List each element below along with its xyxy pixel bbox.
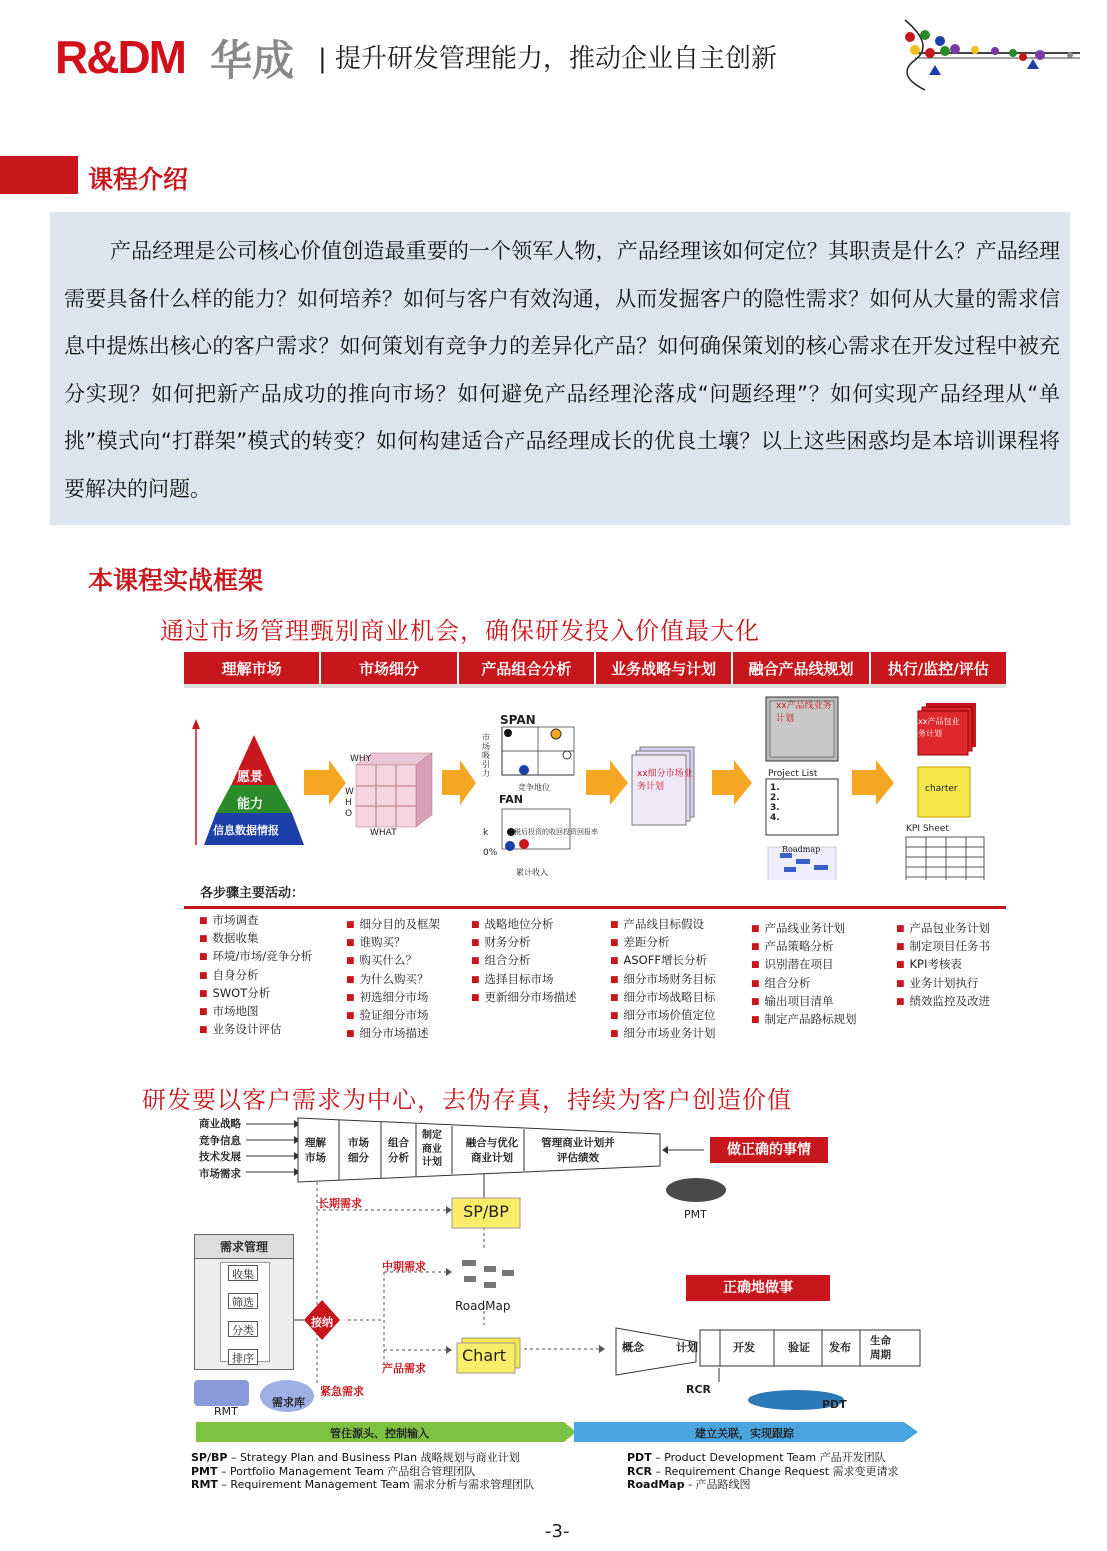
legend-text: – Requirement Change Request 需求变更请求 [652,1464,899,1478]
activity-item: ■ 业务设计评估 [199,1021,312,1039]
band-left-label: 管住源头、控制输入 [330,1427,429,1440]
pyramid-info: 信息数据情报 [213,824,279,837]
legend-right [627,1451,899,1492]
header-slogan: | 提升研发管理能力，推动企业自主创新 [318,44,778,74]
req-mgmt-title: 需求管理 [195,1235,293,1259]
fan-k: k [483,828,489,838]
activities-col-1 [199,912,312,1039]
activities-col-2 [346,916,440,1043]
activity-item: ■ 产品策略分析 [751,938,857,956]
arrow-icon [586,760,628,805]
funnel2-stage: 概念 [622,1341,644,1354]
activity-item: ■ 绩效监控及改进 [896,993,990,1011]
page-number: -3- [545,1521,570,1542]
framework-diagram [184,695,1006,880]
activity-item: ■ KPI考核表 [896,956,990,974]
funnel2-stage: 开发 [733,1341,755,1354]
legend-text: – Strategy Plan and Business Plan 战略规划与商业计划 [227,1451,520,1464]
funnel1-stage: 组合分析 [388,1137,409,1164]
activity-item: ■ 细分目的及框架 [346,916,440,934]
section-marker [0,156,78,194]
charter-label: charter [925,784,958,794]
cube-h: H [345,798,352,808]
req-step: 分类 [228,1321,258,1337]
fan-title: FAN [499,793,523,806]
do-things-right-label: 正确地做事 [686,1275,830,1301]
accept-label: 接纳 [311,1316,333,1329]
cube-what: WHAT [370,828,397,838]
activity-item: ■ 组合分析 [471,952,577,970]
funnel2-stage: 验证 [788,1341,810,1354]
project-list-items [770,783,780,823]
funnel1-stage: 市场细分 [348,1137,369,1164]
step-header: 产品组合分析 [459,652,596,684]
input-item: 竞争信息 [199,1134,241,1147]
legend-left [191,1451,534,1492]
kpi-label: KPI Sheet [906,824,949,834]
arrow-icon [442,760,476,805]
legend-text: – Portfolio Management Team 产品组合管理团队 [217,1464,476,1478]
productline-plan-doc: xx产品线业务计划 [776,701,832,724]
input-item: 技术发展 [199,1151,241,1163]
product-req-label: 产品需求 [382,1362,426,1375]
header-shadow [184,684,1006,688]
funnel1-stage: 融合与优化商业计划 [465,1137,519,1164]
funnel1-stage: 制定商业计划 [422,1130,442,1168]
arrow-icon [304,760,346,805]
activity-item: ■ 识别潜在项目 [751,956,857,974]
step-header: 融合产品线规划 [733,652,870,684]
activity-item: ■ 制定项目任务书 [896,938,990,956]
decorative-network-icon [895,15,1085,95]
project-list-item: 4. [770,813,780,823]
activity-item: ■ 输出项目清单 [751,993,857,1011]
rmt-label: RMT [214,1405,238,1418]
activities-col-4 [610,916,716,1043]
activity-item: ■ 产品线业务计划 [751,920,857,938]
req-db-label: 需求库 [272,1396,305,1409]
figure1-title: 通过市场管理甄别商业机会，确保研发投入价值最大化 [160,617,760,645]
cube-why: WHY [350,754,372,764]
legend-text: – Product Development Team 产品开发团队 [651,1451,886,1464]
req-step: 排序 [228,1349,258,1365]
activity-item: ■ 细分市场财务目标 [610,971,716,989]
activity-item: ■ 验证细分市场 [346,1007,440,1025]
activity-item: ■ 产品线目标假设 [610,916,716,934]
rcr-label: RCR [686,1383,712,1396]
legend-item [627,1465,899,1479]
do-right-things-label: 做正确的事情 [710,1137,828,1163]
company-name-cn: 华成 [210,36,295,85]
activity-item: ■ 更新细分市场描述 [471,989,577,1007]
intro-paragraph: 产品经理是公司核心价值创造最重要的一个领军人物，产品经理该如何定位？其职责是什么？产品经理需要具备什么样的能力？如何培养？如何与客户有效沟通，从而发掘客户的隐性需求？如何从大量的需求信息中提炼出核心的客户需求？如何策划有竞争力的差异化产品？如何确保策划的核心需求在开发过程中被充分实现？如何把新产品成功的推向市场？如何避免产品经理沦落成“问题经理”？如何实现产品经理从“单挑”模式向“打群架”模式的转变？如何构建适合产品经理成长的优良土壤？以上这些困惑均是本培训课程将要解决的问题。 [64,239,1060,501]
activity-item: ■ ASOFF增长分析 [610,952,716,970]
framework-steps [184,652,1006,684]
pdt-label: PDT [822,1398,847,1411]
band-right-label: 建立关联，实现跟踪 [695,1427,794,1440]
activity-item: ■ 初选细分市场 [346,989,440,1007]
span-yaxis: 市场吸引力 [482,733,490,778]
roadmap-text: RoadMap [455,1299,511,1313]
activity-item: ■ 细分市场价值定位 [610,1007,716,1025]
activity-item: ■ 细分市场战略目标 [610,989,716,1007]
step-header: 市场细分 [321,652,458,684]
funnel1-stage: 理解市场 [305,1137,326,1164]
activity-item: ■ 业务计划执行 [896,975,990,993]
company-logo: R&DM [55,31,185,83]
chart-box: Chart [462,1346,506,1365]
input-item: 市场需求 [199,1167,241,1180]
activities-divider [184,906,1006,909]
section-title-intro: 课程介绍 [88,165,189,194]
span-title: SPAN [500,713,536,727]
fan-note: 税后投资的收回投资回报率 [514,828,598,836]
funnel2-stage: 生命周期 [870,1335,891,1361]
activity-item: ■ 产品包业务计划 [896,920,990,938]
req-step: 收集 [228,1265,258,1281]
activity-item: ■ 谁购买？ [346,934,440,952]
activity-item: ■ 制定产品路标规划 [751,1011,857,1029]
segment-plan-doc: xx细分市场业务计划 [637,769,693,792]
step-header: 执行/监控/评估 [871,652,1006,684]
mid-term-label: 中期需求 [382,1260,426,1273]
section-title-framework: 本课程实战框架 [88,566,264,595]
activity-item: ■ SWOT分析 [199,985,312,1003]
activity-item: ■ 差距分析 [610,934,716,952]
step-header: 理解市场 [184,652,321,684]
activity-item: ■ 财务分析 [471,934,577,952]
package-plan-doc: xx产品包业务计划 [918,717,960,738]
project-list-item: 2. [770,793,780,803]
activity-item: ■ 数据收集 [199,930,312,948]
roadmap-label: Roadmap [782,845,821,854]
legend-item [627,1451,899,1465]
legend-abbr: SP/BP [191,1451,228,1464]
activities-col-3 [471,916,577,1007]
legend-abbr: RCR [627,1464,653,1478]
cube-w: W [345,787,354,797]
activity-item: ■ 市场地图 [199,1003,312,1021]
activity-item: ■ 细分市场描述 [346,1025,440,1043]
project-list-title: Project List [768,769,818,779]
span-matrix [502,727,574,775]
req-step: 筛选 [228,1293,258,1309]
funnel1-stage: 管理商业计划并评估绩效 [541,1137,615,1164]
activity-item: ■ 选择目标市场 [471,971,577,989]
step-header: 业务战略与计划 [596,652,733,684]
fan-zero: 0% [483,848,498,858]
span-xaxis: 竞争地位 [518,783,550,792]
legend-abbr: PMT [191,1464,218,1478]
fan-xaxis: 累计收入 [516,868,548,877]
pmt-label: PMT [684,1208,707,1221]
project-list-item: 3. [770,803,780,813]
activity-item: ■ 环境/市场/竞争分析 [199,948,312,966]
activity-item: ■ 为什么购买？ [346,971,440,989]
pyramid-vision: 愿景 [237,770,264,785]
legend-text: – Requirement Management Team 需求分析与需求管理团队 [217,1478,535,1491]
input-item: 商业战略 [199,1118,241,1130]
legend-item [191,1451,534,1465]
legend-abbr: PDT [627,1451,652,1464]
arrow-icon [712,760,752,805]
legend-item [191,1465,534,1479]
figure2-title: 研发要以客户需求为中心，去伪存真，持续为客户创造价值 [142,1086,792,1114]
input-list [199,1116,241,1182]
long-term-label: 长期需求 [318,1197,362,1210]
funnel2-stage: 计划 [676,1341,698,1354]
legend-text: - 产品路线图 [684,1478,751,1491]
urgent-label: 紧急需求 [320,1385,364,1398]
activities-col-5 [751,920,857,1029]
activity-item: ■ 细分市场业务计划 [610,1025,716,1043]
funnel2-stage: 发布 [829,1341,851,1354]
activities-col-6 [896,920,990,1011]
activities-title: 各步骤主要活动： [200,886,305,901]
project-list-item: 1. [770,783,780,793]
activity-item: ■ 战略地位分析 [471,916,577,934]
activity-item: ■ 组合分析 [751,975,857,993]
arrow-icon [852,760,894,805]
cube-o: O [345,809,353,819]
legend-abbr: RoadMap [627,1478,685,1491]
pyramid-capability: 能力 [237,797,264,812]
cube-icon [356,753,432,827]
spbp-box: SP/BP [463,1202,509,1221]
activity-item: ■ 自身分析 [199,967,312,985]
legend-item [627,1478,899,1492]
activity-item: ■ 市场调查 [199,912,312,930]
activity-item: ■ 购买什么？ [346,952,440,970]
legend-item [191,1478,534,1492]
legend-abbr: RMT [191,1478,218,1491]
